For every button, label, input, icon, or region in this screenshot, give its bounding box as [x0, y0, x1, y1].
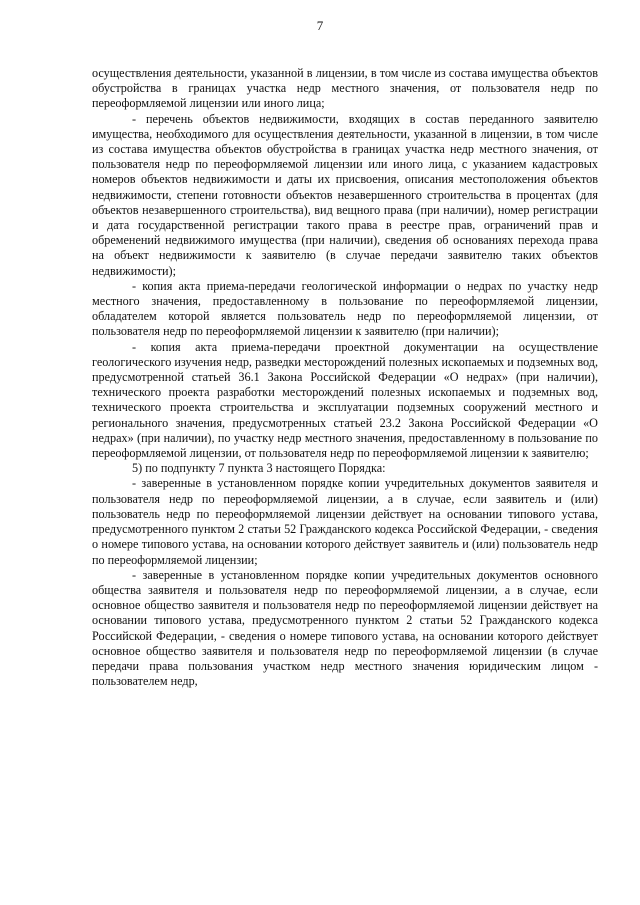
page-number: 7 — [316, 18, 324, 33]
paragraph-subclause-5: 5) по подпункту 7 пункта 3 настоящего Порядка: — [132, 461, 386, 476]
paragraph-real-estate-list: - перечень объектов недвижимости, входящих в состав переданного заявителю имущества, необходимого для осуществления деятельности, указанной в лицензии, в том числе из состава имущества объектов обустройства в границах участка недр местного значения, от пользователя недр по переоформляемой лицензии или иного лица, с указанием кадастровых номеров объектов недвижимости и даты их присвоения, описания местоположения объектов недвижимости, степени готовности объектов незавершенного строительства в процентах (для объектов незавершенного строительства), вид вещного права (при наличии), номер регистрации и дата государственной регистрации такого права в реестре прав, ограничений прав и обременений недвижимого имущества (при наличии), сведения об основаниях перехода права на объект недвижимости к заявителю (в случае передачи заявителю таких объектов недвижимости); — [92, 111, 598, 278]
document-body — [92, 66, 598, 689]
paragraph-parent-company-documents: - заверенные в установленном порядке копии учредительных документов основного общества заявителя и пользователя недр по переоформляемой лицензии, а в случае, если основное общество заявителя и пользователя недр по переоформляемой лицензии действует на основании типового устава, предусмотренного пунктом 2 статьи 52 Гражданского кодекса Российской Федерации, - сведения о номере типового устава, на основании которого действует основное общество заявителя и пользователя недр по переоформляемой лицензии (в случае передачи права пользования участком недр местного значения юридическим лицом - пользователем недр, — [92, 567, 598, 689]
paragraph-geological-info-act: - копия акта приема-передачи геологической информации о недрах по участку недр местного значения, предоставленному в пользование по переоформляемой лицензии, обладателем которой является пользователь недр по переоформляемой лицензии, от пользователя недр по переоформляемой лицензии к заявителю (при наличии); — [92, 278, 598, 339]
paragraph-continuation: осуществления деятельности, указанной в лицензии, в том числе из состава имущества объектов обустройства в границах участка недр местного значения, от пользователя недр по переоформляемой лицензии или иного лица; — [92, 66, 598, 111]
paragraph-project-documentation-act: - копия акта приема-передачи проектной документации на осуществление геологического изучения недр, разведки месторождений полезных ископаемых и подземных вод, предусмотренной статьей 36.1 Закона Российской Федерации «О недрах» (при наличии), технического проекта разработки месторождений полезных ископаемых и подземных вод, технического проекта строительства и эксплуатации подземных сооружений местного и регионального значения, предусмотренных статьей 23.2 Закона Российской Федерации «О недрах» (при наличии), по участку недр местного значения, предоставленному в пользование по переоформляемой лицензии, от пользователя недр по переоформляемой лицензии к заявителю; — [92, 339, 598, 461]
paragraph-founding-documents: - заверенные в установленном порядке копии учредительных документов заявителя и пользователя недр по переоформляемой лицензии, а в случае, если заявитель и (или) пользователь недр по переоформляемой лицензии действует на основании типового устава, предусмотренного пунктом 2 статьи 52 Гражданского кодекса Российской Федерации, - сведения о номере типового устава, на основании которого действует заявитель и (или) пользователь недр по переоформляемой лицензии; — [92, 476, 598, 567]
